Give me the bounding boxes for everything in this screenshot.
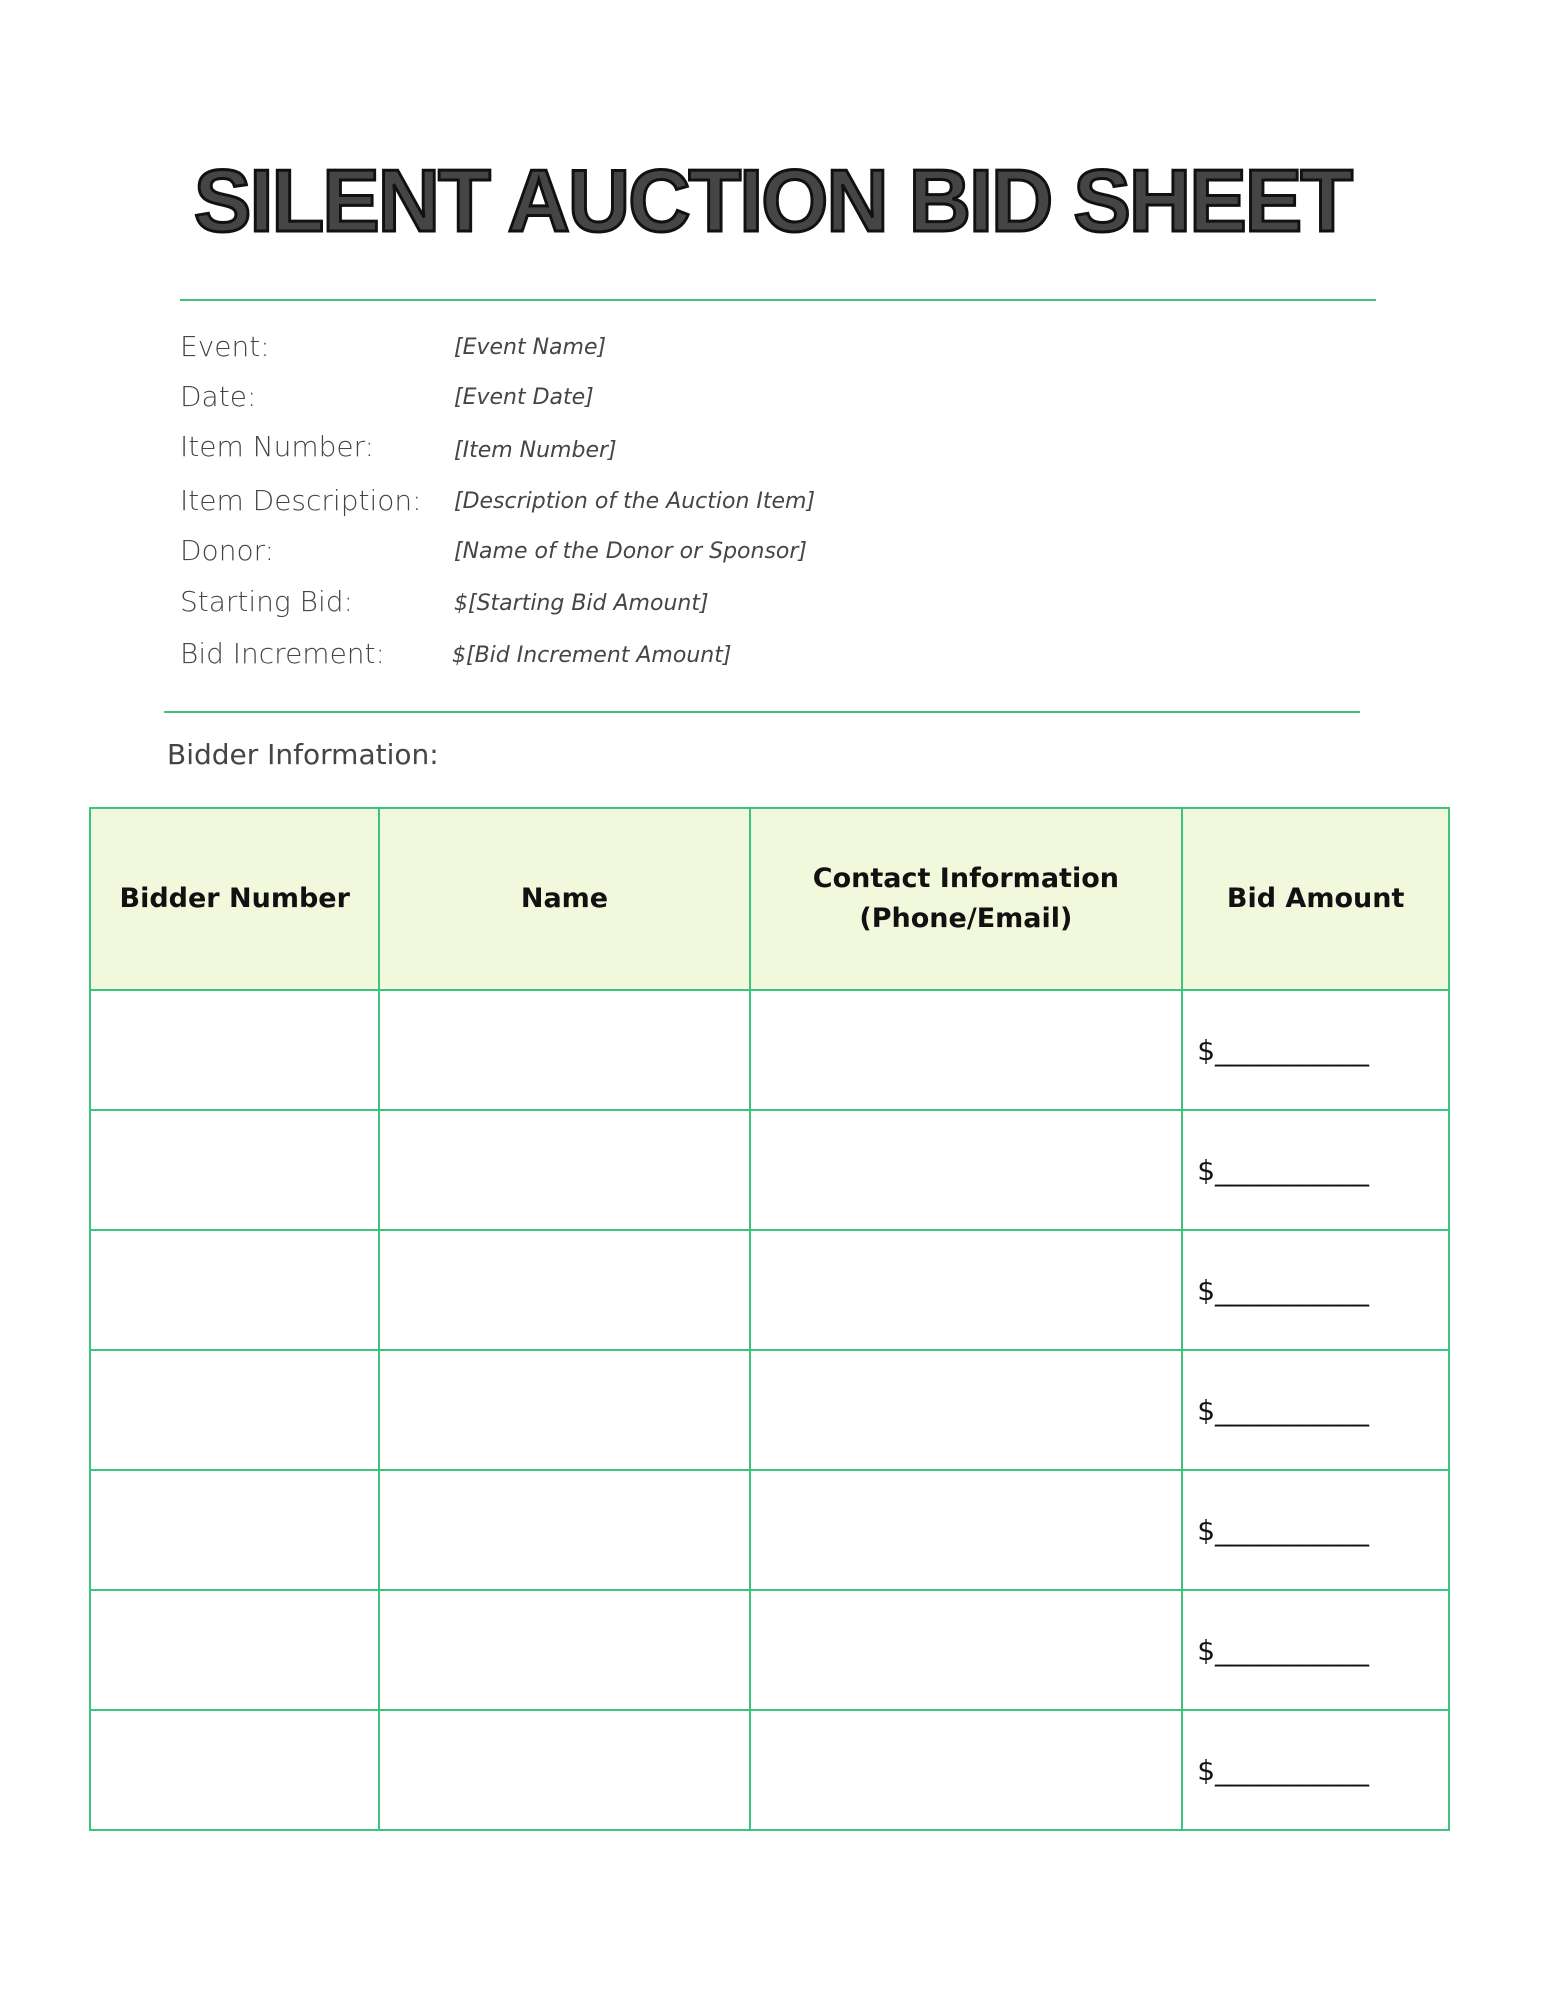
contact-cell[interactable]: [750, 1350, 1183, 1470]
table-header-row: [90, 808, 1449, 990]
bid-amount-cell[interactable]: $___________: [1182, 1350, 1449, 1470]
bid-amount-cell[interactable]: $___________: [1182, 1710, 1449, 1830]
table-row: [90, 1230, 1449, 1350]
bid-increment-label: Bid Increment:: [180, 637, 385, 670]
bidder-number-cell[interactable]: [90, 990, 379, 1110]
bidder-number-cell[interactable]: [90, 1230, 379, 1350]
contact-cell[interactable]: [750, 1110, 1183, 1230]
bid-increment-value[interactable]: $[Bid Increment Amount]: [452, 643, 732, 668]
bidder-number-cell[interactable]: [90, 1590, 379, 1710]
bottom-divider: [164, 711, 1360, 713]
item-description-value[interactable]: [Description of the Auction Item]: [454, 489, 816, 514]
bidder-number-cell[interactable]: [90, 1350, 379, 1470]
bidder-number-cell[interactable]: [90, 1110, 379, 1230]
item-description-label: Item Description:: [180, 484, 422, 517]
header-bidder-number: Bidder Number: [90, 808, 379, 990]
table-row: [90, 1470, 1449, 1590]
item-number-label: Item Number:: [180, 430, 375, 463]
contact-cell[interactable]: [750, 1710, 1183, 1830]
event-value[interactable]: [Event Name]: [454, 335, 607, 360]
table-row: [90, 1110, 1449, 1230]
starting-bid-value[interactable]: $[Starting Bid Amount]: [454, 591, 709, 616]
starting-bid-label: Starting Bid:: [180, 585, 353, 618]
bid-amount-cell[interactable]: $___________: [1182, 1110, 1449, 1230]
date-value[interactable]: [Event Date]: [454, 385, 594, 410]
table-row: [90, 1710, 1449, 1830]
name-cell[interactable]: [379, 1350, 749, 1470]
bid-table: [89, 807, 1450, 1831]
item-number-value[interactable]: [Item Number]: [454, 438, 617, 463]
page-title: SILENT AUCTION BID SHEET: [193, 151, 1352, 250]
contact-cell[interactable]: [750, 1230, 1183, 1350]
name-cell[interactable]: [379, 1110, 749, 1230]
name-cell[interactable]: [379, 1230, 749, 1350]
bid-amount-cell[interactable]: $___________: [1182, 1470, 1449, 1590]
header-contact-information: Contact Information (Phone/Email): [750, 808, 1183, 990]
name-cell[interactable]: [379, 1710, 749, 1830]
contact-cell[interactable]: [750, 990, 1183, 1110]
bidder-information-label: Bidder Information:: [167, 738, 439, 771]
donor-value[interactable]: [Name of the Donor or Sponsor]: [454, 539, 807, 564]
name-cell[interactable]: [379, 1590, 749, 1710]
table-row: [90, 1350, 1449, 1470]
bidder-number-cell[interactable]: [90, 1470, 379, 1590]
header-bid-amount: Bid Amount: [1182, 808, 1449, 990]
name-cell[interactable]: [379, 990, 749, 1110]
bidder-number-cell[interactable]: [90, 1710, 379, 1830]
contact-cell[interactable]: [750, 1590, 1183, 1710]
table-row: [90, 1590, 1449, 1710]
table-row: [90, 990, 1449, 1110]
bid-amount-cell[interactable]: $___________: [1182, 1230, 1449, 1350]
contact-cell[interactable]: [750, 1470, 1183, 1590]
header-name: Name: [379, 808, 749, 990]
top-divider: [180, 299, 1376, 301]
date-label: Date:: [180, 380, 257, 413]
event-label: Event:: [180, 330, 270, 363]
bid-amount-cell[interactable]: $___________: [1182, 990, 1449, 1110]
name-cell[interactable]: [379, 1470, 749, 1590]
bid-amount-cell[interactable]: $___________: [1182, 1590, 1449, 1710]
donor-label: Donor:: [180, 534, 275, 567]
